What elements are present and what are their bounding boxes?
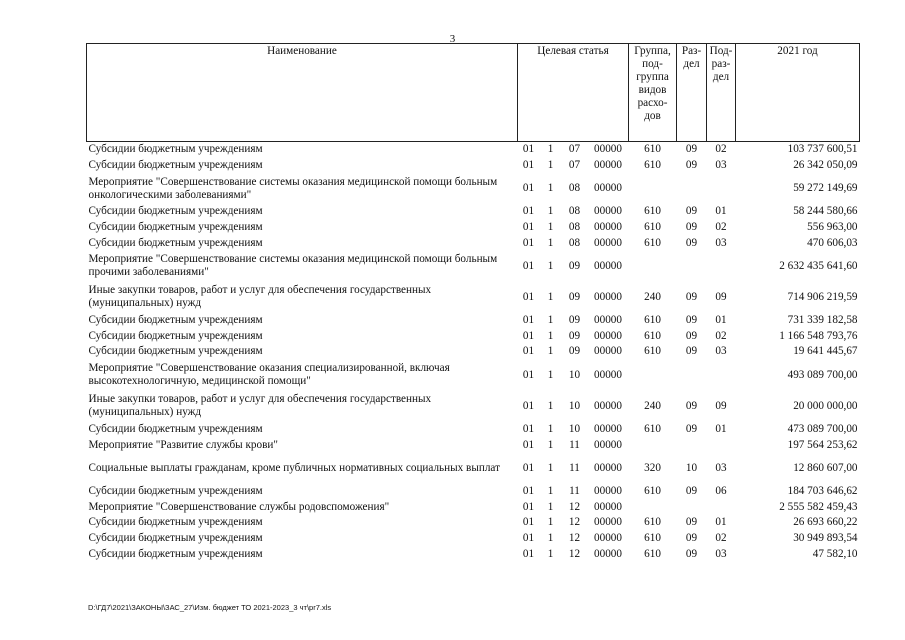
footer-file-path: D:\ГД7\2021\ЗАКОНЫ\ЗАС_27\Изм. бюджет ТО 2021-2023_3 чт\pr7.xls [88, 603, 332, 612]
cell-target-1: 01 [522, 205, 535, 218]
cell-expense-group [629, 173, 677, 204]
cell-expense-group: 610 [644, 532, 661, 545]
cell-expense-group [629, 437, 677, 453]
cell-expense-group: 610 [644, 221, 661, 234]
cell-target-3: 09 [568, 329, 581, 342]
cell-section [677, 360, 707, 391]
cell-amount: 20 000 000,00 [793, 399, 858, 412]
cell-section: 09 [685, 314, 698, 327]
header-section: Раз-дел [677, 44, 707, 142]
cell-target-2: 1 [547, 368, 554, 381]
table-row [87, 453, 860, 484]
cell-subsection [707, 437, 736, 453]
cell-subsection: 01 [715, 205, 727, 218]
table-row [87, 531, 860, 547]
cell-target-4: 00000 [594, 329, 622, 342]
cell-target-1: 01 [522, 399, 535, 412]
page-number: 3 [449, 33, 456, 45]
cell-name: Иные закупки товаров, работ и услуг для обеспечения государственных (муниципальных) нужд [88, 284, 432, 310]
cell-expense-group: 610 [644, 423, 661, 436]
cell-subsection: 01 [715, 516, 727, 529]
cell-target-3: 10 [568, 423, 581, 436]
cell-subsection: 03 [715, 236, 727, 249]
cell-subsection: 03 [715, 158, 727, 171]
cell-subsection: 06 [715, 485, 727, 498]
cell-target-2: 1 [547, 329, 554, 342]
cell-target-3: 11 [569, 461, 580, 474]
table-row [87, 204, 860, 220]
cell-target-3: 08 [568, 221, 581, 234]
cell-expense-group: 610 [644, 314, 661, 327]
cell-name: Субсидии бюджетным учреждениям [88, 143, 263, 156]
cell-name: Мероприятие "Совершенствование системы оказания медицинской помощи больным онкологическими заболеваниями" [88, 175, 498, 201]
cell-target-4: 00000 [594, 259, 622, 272]
cell-amount: 2 555 582 459,43 [779, 500, 858, 513]
cell-amount: 30 949 893,54 [793, 532, 858, 545]
cell-amount: 2 632 435 641,60 [779, 259, 858, 272]
cell-target-4: 00000 [594, 205, 622, 218]
cell-target-4: 00000 [594, 399, 622, 412]
cell-target-1: 01 [522, 438, 535, 451]
cell-subsection: 01 [715, 423, 727, 436]
cell-target-1: 01 [522, 182, 535, 195]
cell-amount: 26 342 050,09 [793, 158, 858, 171]
table-row [87, 500, 860, 516]
table-row [87, 422, 860, 438]
cell-section: 09 [685, 329, 698, 342]
cell-name: Субсидии бюджетным учреждениям [88, 547, 263, 560]
cell-name: Мероприятие "Совершенствование службы родовспоможения" [88, 500, 390, 513]
cell-expense-group: 610 [644, 485, 661, 498]
cell-section: 09 [685, 236, 698, 249]
cell-target-3: 08 [568, 236, 581, 249]
cell-name: Мероприятие "Развитие службы крови" [88, 438, 278, 451]
cell-section: 09 [685, 205, 698, 218]
cell-target-1: 01 [522, 158, 535, 171]
cell-target-3: 09 [568, 314, 581, 327]
cell-target-4: 00000 [594, 423, 622, 436]
cell-target-1: 01 [522, 368, 535, 381]
table-row [87, 173, 860, 204]
cell-name: Субсидии бюджетным учреждениям [88, 532, 263, 545]
cell-expense-group: 610 [644, 345, 661, 358]
cell-target-1: 01 [522, 516, 535, 529]
cell-section [677, 437, 707, 453]
budget-table [86, 43, 860, 562]
table-row [87, 484, 860, 500]
cell-target-3: 12 [568, 500, 581, 513]
cell-target-3: 10 [568, 368, 581, 381]
cell-target-4: 00000 [594, 314, 622, 327]
cell-subsection: 03 [715, 345, 727, 358]
cell-target-2: 1 [547, 259, 554, 272]
cell-target-2: 1 [547, 143, 554, 156]
cell-name: Субсидии бюджетным учреждениям [88, 345, 263, 358]
cell-target-2: 1 [547, 221, 554, 234]
cell-target-3: 11 [569, 485, 580, 498]
cell-subsection: 02 [715, 532, 727, 545]
cell-target-3: 12 [568, 547, 581, 560]
cell-target-2: 1 [547, 205, 554, 218]
cell-amount: 59 272 149,69 [793, 182, 858, 195]
table-body [87, 142, 860, 562]
cell-name: Субсидии бюджетным учреждениям [88, 205, 263, 218]
cell-target-4: 00000 [594, 532, 622, 545]
cell-expense-group [629, 360, 677, 391]
cell-amount: 493 089 700,00 [787, 368, 858, 381]
cell-target-1: 01 [522, 500, 535, 513]
cell-target-2: 1 [547, 158, 554, 171]
cell-name: Субсидии бюджетным учреждениям [88, 516, 263, 529]
cell-name: Иные закупки товаров, работ и услуг для обеспечения государственных (муниципальных) нужд [88, 393, 432, 419]
cell-expense-group: 610 [644, 329, 661, 342]
cell-expense-group: 610 [644, 143, 661, 156]
cell-expense-group [629, 251, 677, 282]
cell-target-1: 01 [522, 314, 535, 327]
cell-expense-group: 610 [644, 236, 661, 249]
cell-name: Субсидии бюджетным учреждениям [88, 485, 263, 498]
cell-target-3: 12 [568, 516, 581, 529]
cell-name: Субсидии бюджетным учреждениям [88, 221, 263, 234]
cell-target-1: 01 [522, 236, 535, 249]
cell-name: Субсидии бюджетным учреждениям [88, 314, 263, 327]
table-row [87, 282, 860, 313]
cell-section: 09 [685, 485, 698, 498]
cell-amount: 58 244 580,66 [793, 205, 858, 218]
cell-section: 10 [685, 461, 698, 474]
table-row [87, 546, 860, 562]
cell-target-3: 07 [568, 143, 581, 156]
cell-target-3: 11 [569, 438, 580, 451]
cell-target-2: 1 [547, 182, 554, 195]
cell-target-2: 1 [547, 314, 554, 327]
cell-section: 09 [685, 547, 698, 560]
cell-target-1: 01 [522, 221, 535, 234]
cell-subsection: 02 [715, 143, 727, 156]
cell-name: Субсидии бюджетным учреждениям [88, 236, 263, 249]
cell-subsection [707, 500, 736, 516]
header-target-article: Целевая статья [518, 44, 629, 142]
cell-expense-group: 610 [644, 158, 661, 171]
cell-target-2: 1 [547, 500, 554, 513]
cell-target-2: 1 [547, 547, 554, 560]
cell-target-4: 00000 [594, 345, 622, 358]
cell-target-4: 00000 [594, 158, 622, 171]
cell-amount: 556 963,00 [807, 221, 858, 234]
cell-subsection: 02 [715, 221, 727, 234]
header-name: Наименование [87, 44, 518, 142]
cell-amount: 47 582,10 [812, 547, 858, 560]
cell-subsection: 01 [715, 314, 727, 327]
cell-target-3: 12 [568, 532, 581, 545]
cell-target-2: 1 [547, 438, 554, 451]
cell-expense-group: 240 [644, 290, 661, 303]
cell-target-1: 01 [522, 290, 535, 303]
cell-target-3: 09 [568, 259, 581, 272]
cell-amount: 731 339 182,58 [787, 314, 858, 327]
cell-expense-group: 610 [644, 516, 661, 529]
cell-section [677, 251, 707, 282]
cell-amount: 184 703 646,62 [787, 485, 858, 498]
cell-target-2: 1 [547, 532, 554, 545]
cell-section: 09 [685, 399, 698, 412]
cell-target-2: 1 [547, 516, 554, 529]
table-header-row [87, 44, 860, 142]
cell-target-1: 01 [522, 345, 535, 358]
cell-subsection [707, 173, 736, 204]
cell-expense-group: 610 [644, 547, 661, 560]
table-row [87, 235, 860, 251]
cell-expense-group: 240 [644, 399, 661, 412]
cell-amount: 197 564 253,62 [787, 438, 858, 451]
cell-target-1: 01 [522, 259, 535, 272]
table-row [87, 142, 860, 158]
cell-target-4: 00000 [594, 221, 622, 234]
table-row [87, 158, 860, 174]
cell-amount: 19 641 445,67 [793, 345, 858, 358]
header-year: 2021 год [736, 44, 860, 142]
cell-section: 09 [685, 423, 698, 436]
cell-target-2: 1 [547, 290, 554, 303]
cell-target-4: 00000 [594, 485, 622, 498]
cell-subsection: 02 [715, 329, 727, 342]
table-row [87, 391, 860, 422]
cell-target-2: 1 [547, 461, 554, 474]
cell-section: 09 [685, 221, 698, 234]
cell-target-1: 01 [522, 143, 535, 156]
cell-section: 09 [685, 532, 698, 545]
cell-amount: 103 737 600,51 [787, 143, 858, 156]
cell-target-1: 01 [522, 547, 535, 560]
cell-section: 09 [685, 143, 698, 156]
cell-target-4: 00000 [594, 182, 622, 195]
cell-subsection: 03 [715, 461, 727, 474]
cell-amount: 470 606,03 [807, 236, 858, 249]
cell-target-3: 09 [568, 345, 581, 358]
cell-subsection: 09 [715, 290, 727, 303]
cell-expense-group: 320 [644, 461, 661, 474]
cell-subsection [707, 360, 736, 391]
cell-name: Субсидии бюджетным учреждениям [88, 423, 263, 436]
cell-target-3: 08 [568, 205, 581, 218]
cell-expense-group: 610 [644, 205, 661, 218]
cell-name: Мероприятие "Совершенствование оказания специализированной, включая высокотехнологичную, медицинской помощи" [88, 362, 450, 388]
cell-target-4: 00000 [594, 438, 622, 451]
cell-target-1: 01 [522, 461, 535, 474]
cell-target-2: 1 [547, 485, 554, 498]
cell-target-4: 00000 [594, 461, 622, 474]
cell-target-4: 00000 [594, 368, 622, 381]
cell-name: Социальные выплаты гражданам, кроме публичных нормативных социальных выплат [88, 461, 500, 474]
table-row [87, 329, 860, 345]
cell-target-1: 01 [522, 532, 535, 545]
cell-subsection [707, 251, 736, 282]
cell-target-1: 01 [522, 423, 535, 436]
header-subsection: Под-раз-дел [707, 44, 736, 142]
cell-name: Субсидии бюджетным учреждениям [88, 158, 263, 171]
cell-amount: 26 693 660,22 [793, 516, 858, 529]
cell-section [677, 500, 707, 516]
cell-section: 09 [685, 290, 698, 303]
cell-target-4: 00000 [594, 236, 622, 249]
cell-target-3: 07 [568, 158, 581, 171]
table-row [87, 220, 860, 236]
cell-target-4: 00000 [594, 547, 622, 560]
cell-target-4: 00000 [594, 516, 622, 529]
cell-target-4: 00000 [594, 143, 622, 156]
cell-target-3: 10 [568, 399, 581, 412]
cell-subsection: 03 [715, 547, 727, 560]
cell-section: 09 [685, 516, 698, 529]
cell-amount: 12 860 607,00 [793, 461, 858, 474]
table-row [87, 437, 860, 453]
cell-amount: 473 089 700,00 [787, 423, 858, 436]
cell-subsection: 09 [715, 399, 727, 412]
cell-target-1: 01 [522, 485, 535, 498]
cell-target-2: 1 [547, 423, 554, 436]
cell-expense-group [629, 500, 677, 516]
cell-target-2: 1 [547, 399, 554, 412]
cell-target-2: 1 [547, 236, 554, 249]
cell-target-2: 1 [547, 345, 554, 358]
cell-name: Субсидии бюджетным учреждениям [88, 329, 263, 342]
cell-section [677, 173, 707, 204]
header-expense-group: Группа, под-группа видов расхо-дов [629, 44, 677, 142]
table-row [87, 251, 860, 282]
table-row [87, 515, 860, 531]
table-row [87, 313, 860, 329]
cell-target-3: 09 [568, 290, 581, 303]
cell-amount: 1 166 548 793,76 [779, 329, 858, 342]
cell-target-4: 00000 [594, 290, 622, 303]
cell-section: 09 [685, 158, 698, 171]
cell-name: Мероприятие "Совершенствование системы оказания медицинской помощи больным прочими заболеваниями" [88, 253, 498, 279]
cell-target-4: 00000 [594, 500, 622, 513]
cell-target-3: 08 [568, 182, 581, 195]
cell-section: 09 [685, 345, 698, 358]
cell-amount: 714 906 219,59 [787, 290, 858, 303]
cell-target-1: 01 [522, 329, 535, 342]
table-row [87, 344, 860, 360]
table-row [87, 360, 860, 391]
